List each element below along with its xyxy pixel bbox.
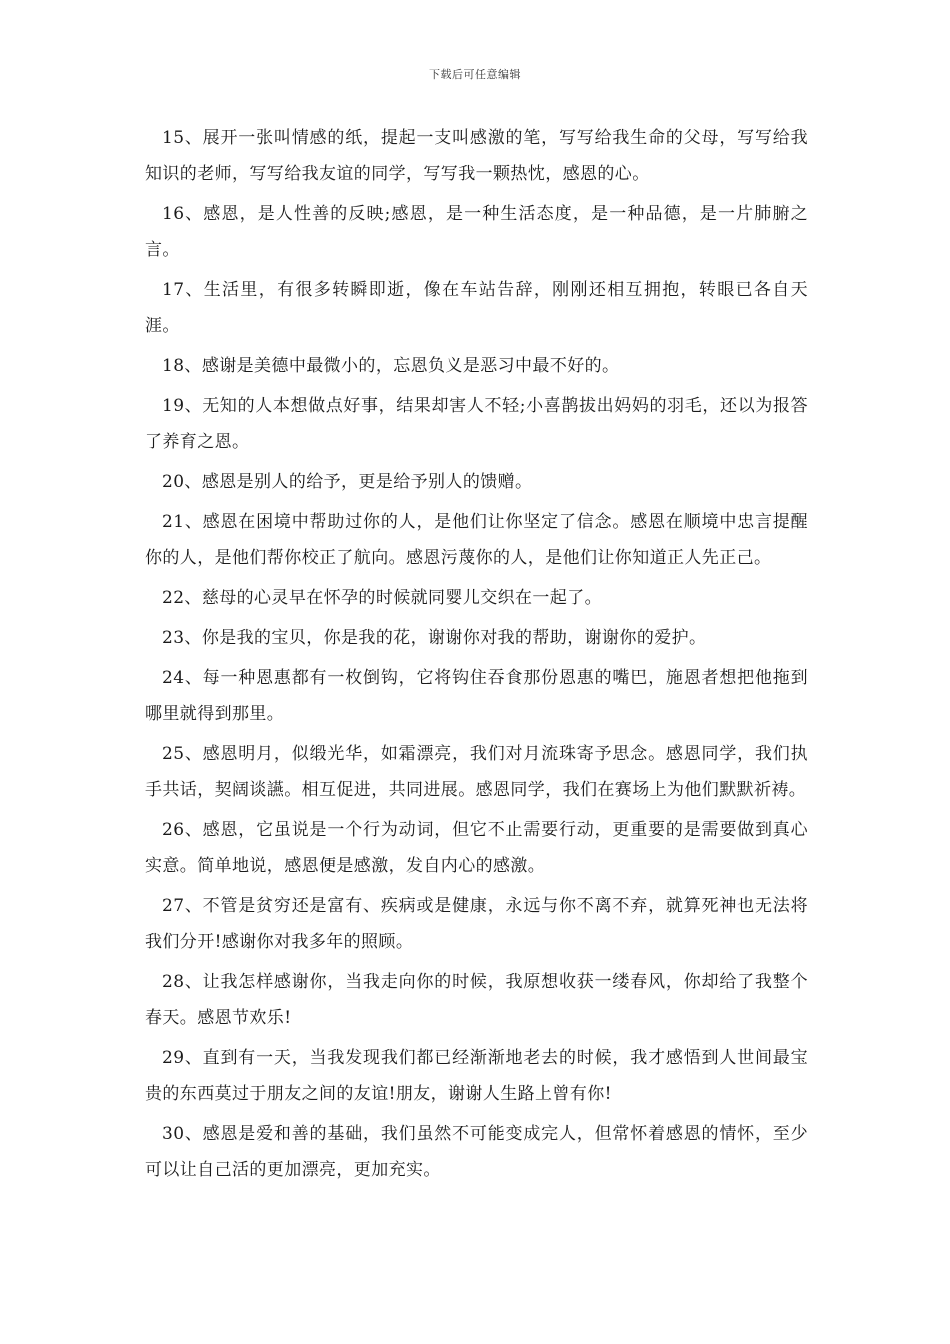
- paragraph-16: 16、感恩，是人性善的反映;感恩，是一种生活态度，是一种品德，是一片肺腑之言。: [145, 204, 808, 260]
- paragraph-22: 22、慈母的心灵早在怀孕的时候就同婴儿交织在一起了。: [162, 588, 603, 608]
- paragraph-28: 28、让我怎样感谢你，当我走向你的时候，我原想收获一缕春风，你却给了我整个春天。感恩节欢乐!: [145, 972, 808, 1028]
- paragraph-29: 29、直到有一天，当我发现我们都已经渐渐地老去的时候，我才感悟到人世间最宝贵的东西莫过于朋友之间的友谊!朋友，谢谢人生路上曾有你!: [145, 1048, 808, 1104]
- page-header: 下载后可任意编辑: [429, 68, 521, 81]
- paragraph-18: 18、感谢是美德中最微小的，忘恩负义是恶习中最不好的。: [162, 356, 620, 376]
- paragraph-20: 20、感恩是别人的给予，更是给予别人的馈赠。: [162, 472, 533, 492]
- paragraph-21: 21、感恩在困境中帮助过你的人，是他们让你坚定了信念。感恩在顺境中忠言提醒你的人，是他们帮你校正了航向。感恩污蔑你的人，是他们让你知道正人先正己。: [145, 512, 808, 568]
- paragraph-24: 24、每一种恩惠都有一枚倒钩，它将钩住吞食那份恩惠的嘴巴，施恩者想把他拖到哪里就得到那里。: [145, 668, 808, 724]
- paragraph-15: 15、展开一张叫情感的纸，提起一支叫感激的笔，写写给我生命的父母，写写给我知识的老师，写写给我友谊的同学，写写我一颗热忱，感恩的心。: [145, 128, 808, 184]
- document-body: [145, 120, 808, 1192]
- paragraph-19: 19、无知的人本想做点好事，结果却害人不轻;小喜鹊拔出妈妈的羽毛，还以为报答了养育之恩。: [145, 396, 808, 452]
- paragraph-27: 27、不管是贫穷还是富有、疾病或是健康，永远与你不离不弃，就算死神也无法将我们分开!感谢你对我多年的照顾。: [145, 896, 808, 952]
- paragraph-25: 25、感恩明月，似缎光华，如霜漂亮，我们对月流珠寄予思念。感恩同学，我们执手共话，契阔谈讌。相互促进，共同进展。感恩同学，我们在赛场上为他们默默祈祷。: [145, 744, 808, 800]
- paragraph-26: 26、感恩，它虽说是一个行为动词，但它不止需要行动，更重要的是需要做到真心实意。简单地说，感恩便是感激，发自内心的感激。: [145, 820, 808, 876]
- paragraph-30: 30、感恩是爱和善的基础，我们虽然不可能变成完人，但常怀着感恩的情怀，至少可以让自己活的更加漂亮，更加充实。: [145, 1124, 808, 1180]
- paragraph-23: 23、你是我的宝贝，你是我的花，谢谢你对我的帮助，谢谢你的爱护。: [162, 628, 707, 648]
- paragraph-17: 17、生活里，有很多转瞬即逝，像在车站告辞，刚刚还相互拥抱，转眼已各自天涯。: [145, 280, 808, 336]
